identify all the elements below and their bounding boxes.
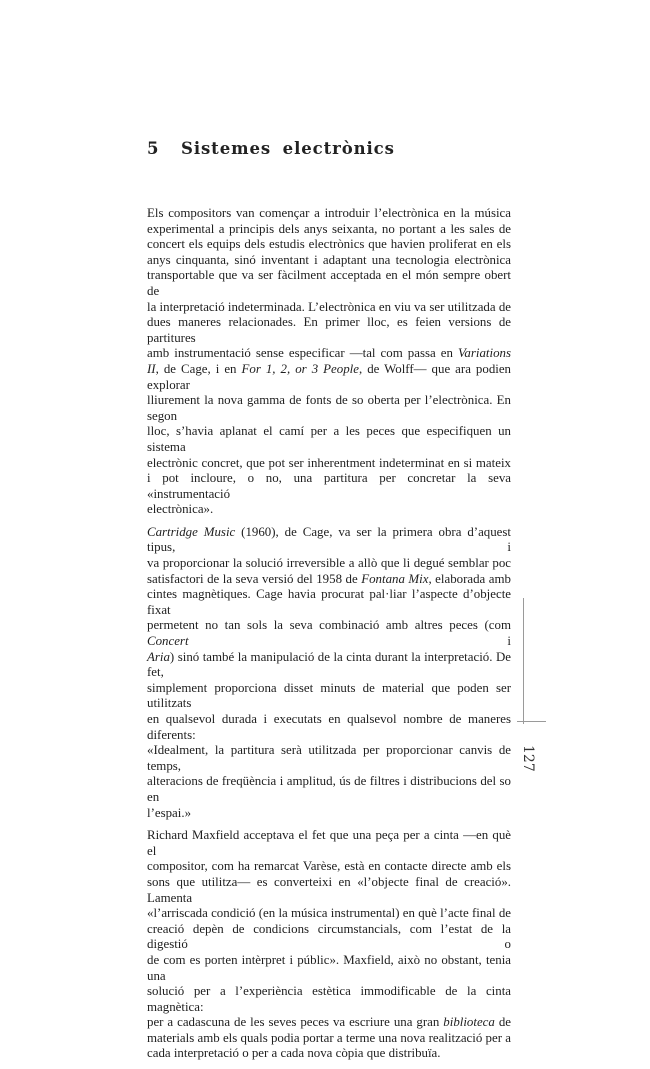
text-line: «Idealment, la partitura serà utilitzada per proporcionar canvis de temps, [147,743,511,773]
text-line: Richard Maxfield acceptava el fet que una peça per a cinta —en què el [147,828,511,858]
italic-title: Cartridge Music [147,524,236,539]
chapter-number: 5 [147,139,159,158]
margin-rule-vertical [523,598,524,724]
text-line: va proporcionar la solució irreversible a allò que li degué semblar poc [147,556,511,571]
italic-title: Variations [457,346,511,361]
text-line: alteracions de freqüència i amplitud, ús de filtres i distribucions del so en [147,774,511,804]
text-line: electrònica». [147,502,214,517]
text-line: Aria) sinó també la manipulació de la cinta durant la interpretació. De fet, [147,649,511,680]
body-text [147,206,511,1069]
text-line: satisfactori de la seva versió del 1958 de Fontana Mix, elaborada amb [147,571,511,586]
italic-title: biblioteca [443,1015,495,1030]
text-line: transportable que va ser fàcilment acceptada en el món sempre obert de [147,268,511,298]
paragraph-1 [147,206,511,518]
italic-title: Aria [147,649,170,664]
chapter-title: Sistemes electrònics [181,139,395,158]
italic-title: Concert [147,634,189,649]
text-line: simplement proporciona disset minuts de material que poden ser utilitzats [147,680,511,711]
italic-title: II [147,361,156,376]
page-number: 127 [520,745,536,772]
text-line: amb instrumentació sense especificar —tal com passa en Variations [147,346,511,361]
italic-title: For 1, 2, or 3 People [241,361,359,376]
text-line: per a cadascuna de les seves peces va escriure una gran biblioteca de [147,1015,511,1030]
text-line: electrònic concret, que pot ser inherentment indeterminat en si mateix [147,455,511,470]
text-line: lloc, s’havia aplanat el camí per a les peces que especifiquen un sistema [147,424,511,454]
text-line: compositor, com ha remarcat Varèse, està en contacte directe amb els [147,859,511,874]
text-line: II, de Cage, i en For 1, 2, or 3 People, de Wolff— que ara podien explorar [147,361,512,392]
text-line: la interpretació indeterminada. L’electrònica en viu va ser utilitzada de [147,299,511,314]
text-line: Cartridge Music (1960), de Cage, va ser la primera obra d’aquest tipus, i [147,524,511,555]
text-line: cada interpretació o per a cada nova còpia que distribuïa. [147,1046,441,1061]
text-line: l’espai.» [147,805,192,820]
text-line: experimental a principis dels anys seixanta, no portant a les sales de [147,221,511,236]
text-line: i pot incloure, o no, una partitura per concretar la seva «instrumentació [147,471,511,501]
text-line: «l’arriscada condició (en la música instrumental) en què l’acte final de [147,906,511,921]
text-line: dues maneres relacionades. En primer lloc, es feien versions de partitures [147,315,511,345]
text-line: lliurement la nova gamma de fonts de so oberta per l’electrònica. En segon [147,393,511,423]
text-line: anys cinquanta, sinó inventant i adaptant una tecnologia electrònica [147,252,511,267]
text-line: de com es porten intèrpret i públic». Maxfield, això no obstant, tenia una [147,952,511,983]
text-line: creació depèn de condicions circumstancials, com l’estat de la digestió o [147,921,511,952]
text-line: sons que utilitza— es converteixi en «l’objecte final de creació». Lamenta [147,874,511,905]
text-line: materials amb els quals podia portar a terme una nova realització per a [147,1030,511,1045]
paragraph-2 [147,525,511,821]
margin-rule-horizontal [517,721,546,722]
text-line: solució per a l’experiència estètica immodificable de la cinta magnètica: [147,984,511,1014]
text-line: en qualsevol durada i executats en qualsevol nombre de maneres diferents: [147,712,511,742]
text-line: concert els equips dels estudis electrònics que havien proliferat en els [147,237,511,252]
italic-title: Fontana Mix [361,571,429,586]
paragraph-3 [147,828,511,1062]
text-line: Els compositors van començar a introduir l’electrònica en la música [147,206,511,220]
chapter-heading [147,139,395,158]
text-line: permetent no tan sols la seva combinació amb altres peces (com Concert i [147,618,511,649]
text-line: cintes magnètiques. Cage havia procurat pal·liar l’aspecte d’objecte fixat [147,587,511,617]
